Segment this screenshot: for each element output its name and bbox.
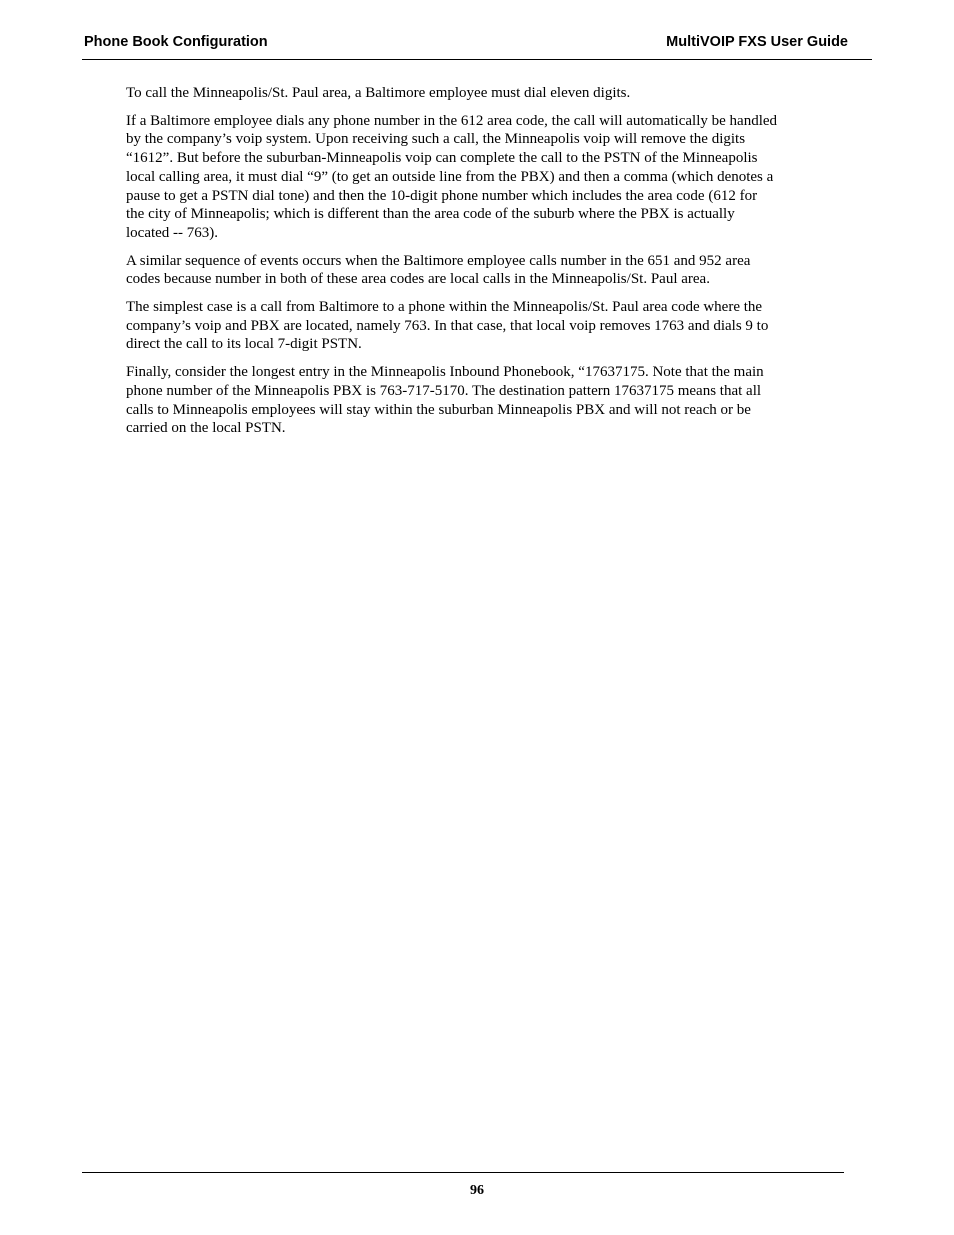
text-line: Finally, consider the longest entry in the Minneapolis Inbound Phonebook, “17637175. Note that the main bbox=[126, 364, 764, 381]
text-line: “1612”. But before the suburban-Minneapolis voip can complete the call to the PSTN of the Minneapolis bbox=[126, 150, 758, 167]
paragraph bbox=[126, 252, 878, 289]
text-line: A similar sequence of events occurs when the Baltimore employee calls number in the 651 and 952 area bbox=[126, 252, 751, 269]
text-line: company’s voip and PBX are located, namely 763. In that case, that local voip removes 1763 and dials 9 to bbox=[126, 317, 769, 334]
paragraph bbox=[126, 84, 878, 103]
text-line: codes because number in both of these area codes are local calls in the Minneapolis/St. Paul area. bbox=[126, 271, 710, 288]
text-line: To call the Minneapolis/St. Paul area, a Baltimore employee must dial eleven digits. bbox=[126, 85, 631, 101]
guide-title: MultiVOIP FXS User Guide bbox=[666, 34, 848, 50]
paragraph bbox=[126, 363, 878, 438]
paragraph bbox=[126, 298, 878, 354]
text-line: calls to Minneapolis employees will stay within the suburban Minneapolis PBX and will not reach or be bbox=[126, 401, 751, 418]
page-number: 96 bbox=[470, 1183, 484, 1198]
text-line: pause to get a PSTN dial tone) and then the 10-digit phone number which includes the area code (612 for bbox=[126, 187, 758, 204]
text-line: The simplest case is a call from Baltimore to a phone within the Minneapolis/St. Paul area code where the bbox=[126, 299, 763, 316]
text-line: If a Baltimore employee dials any phone number in the 612 area code, the call will automatically be handled bbox=[126, 112, 778, 129]
text-line: carried on the local PSTN. bbox=[126, 420, 286, 437]
body-text bbox=[126, 84, 878, 447]
text-line: by the company’s voip system. Upon receiving such a call, the Minneapolis voip will remove the digits bbox=[126, 131, 746, 148]
text-line: local calling area, it must dial “9” (to get an outside line from the PBX) and then a comma (which denotes a bbox=[126, 168, 774, 185]
text-line: direct the call to its local 7-digit PSTN. bbox=[126, 336, 362, 353]
text-line: phone number of the Minneapolis PBX is 763-717-5170. The destination pattern 17637175 means that all bbox=[126, 382, 762, 399]
section-title: Phone Book Configuration bbox=[84, 34, 268, 50]
page-header bbox=[82, 33, 872, 60]
text-line: located -- 763). bbox=[126, 224, 219, 241]
text-line: the city of Minneapolis; which is different than the area code of the suburb where the PBX is actually bbox=[126, 206, 735, 223]
paragraph bbox=[126, 112, 878, 243]
footer-rule bbox=[82, 1172, 844, 1173]
